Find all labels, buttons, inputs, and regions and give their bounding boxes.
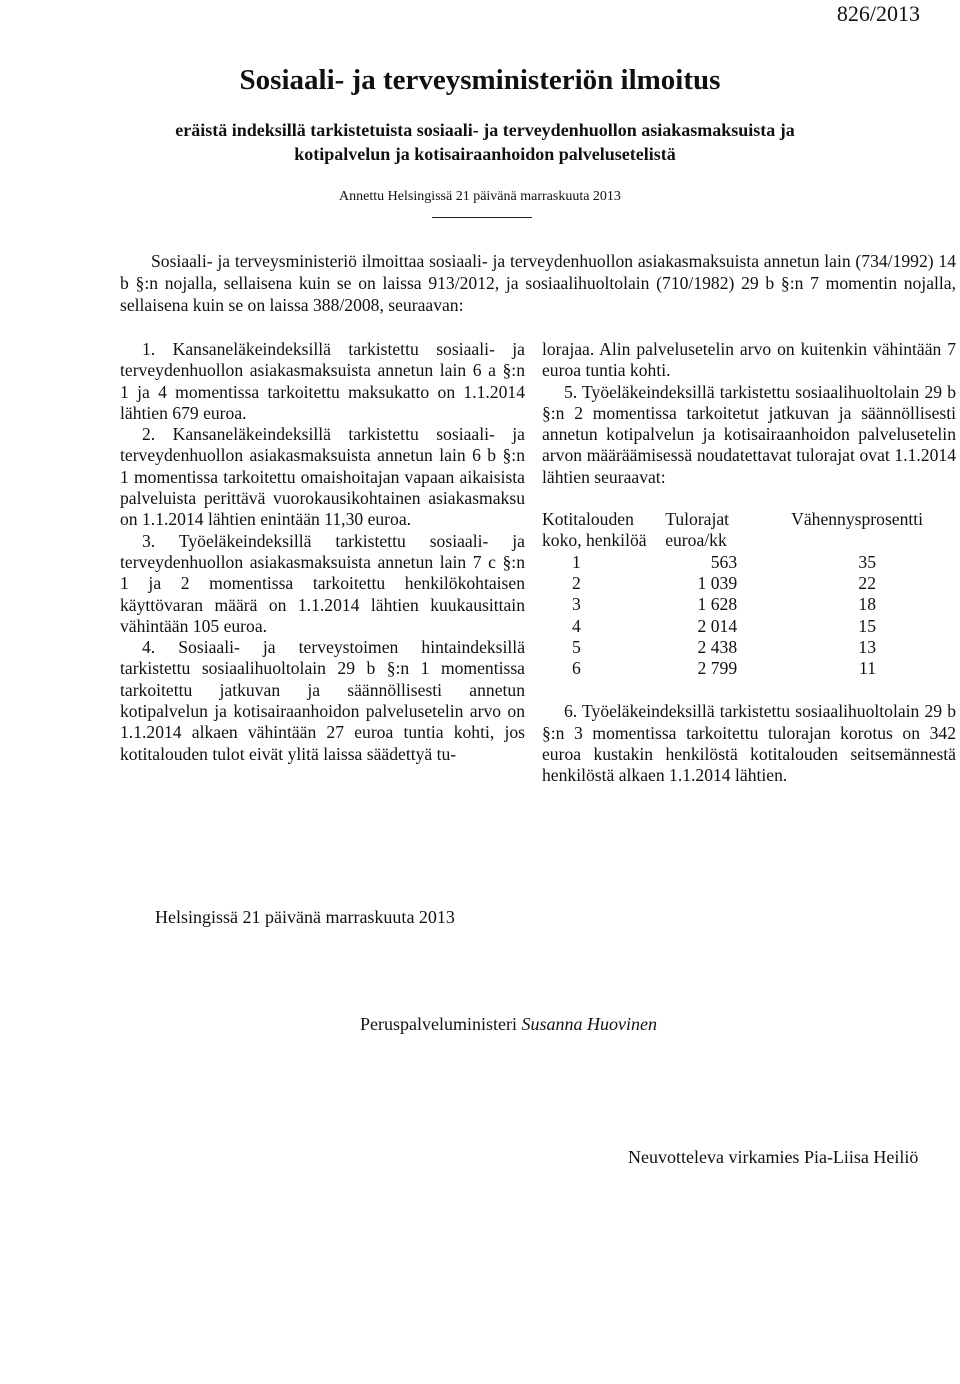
item-5: 5. Työeläkeindeksillä tarkistettu sosiaalihuoltolain 29 b §:n 2 momentissa tarkoitetut jatkuvan ja säännöllisesti annetun kotipalvelun ja kotisairaanhoidon palvelusetelin arvon määräämisessä noudatettavat tulorajat ovat 1.1.2014 lähtien seuraavat: (542, 381, 956, 487)
signature-minister (360, 1012, 657, 1036)
item-1: 1. Kansaneläkeindeksillä tarkistettu sosiaali- ja terveydenhuollon asiakasmaksuista annetun lain 6 a §:n 1 ja 4 momentissa tarkoitettu maksukatto on 1.1.2014 lähtien 679 euroa. (120, 339, 525, 423)
income-limits-table (542, 509, 956, 679)
household-size-cell: 6 (572, 658, 581, 679)
place-and-date: Helsingissä 21 päivänä marraskuuta 2013 (155, 907, 455, 927)
signer-name: Susanna Huovinen (521, 1014, 657, 1034)
table-row (542, 573, 956, 594)
table-row (542, 594, 956, 615)
reduction-percent-cell: 22 (858, 572, 876, 593)
reduction-percent-cell: 18 (858, 594, 876, 615)
reduction-percent-cell: 35 (858, 551, 876, 572)
column-header-household-size: Kotitalouden koko, henkilöä (542, 509, 647, 551)
income-limit-cell: 1 039 (697, 572, 738, 593)
table-row (542, 616, 956, 637)
column-header-income-limit: Tulorajat euroa/kk (665, 509, 730, 551)
income-limit-cell: 2 438 (697, 636, 738, 657)
reduction-percent-cell: 15 (858, 615, 876, 636)
page-title: Sosiaali- ja terveysministeriön ilmoitus (239, 64, 721, 96)
table-row (542, 552, 956, 573)
household-size-cell: 3 (572, 594, 581, 615)
reduction-percent-cell: 13 (858, 636, 876, 657)
household-size-cell: 1 (572, 551, 581, 572)
item-4: 4. Sosiaali- ja terveystoimen hintaindeksillä tarkistettu sosiaalihuoltolain 29 b §:n 1 momentissa tarkoitettu jatkuvan ja säännöllisesti annetun kotipalvelun ja kotisairaanhoidon palvelusetelin arvo on 1.1.2014 alkaen vähintään 27 euroa tuntia kohti, jos kotitalouden tulot eivät ylitä laissa säädettyä tu- (120, 637, 525, 764)
divider (432, 217, 532, 218)
table-row (542, 658, 956, 679)
left-column (120, 339, 525, 765)
income-limit-cell: 1 628 (697, 594, 738, 615)
intro-paragraph: Sosiaali- ja terveysministeriö ilmoittaa sosiaali- ja terveydenhuollon asiakasmaksuista annetun lain (734/1992) 14 b §:n nojalla, sellaisena kuin se on laissa 913/2012, ja sosiaalihuoltolain (710/1982) 29 b §:n 7 momentin nojalla, sellaisena kuin se on laissa 388/2008, seuraavan: (120, 251, 956, 315)
item-4-continued: lorajaa. Alin palvelusetelin arvo on kuitenkin vähintään 7 euroa tuntia kohti. (542, 339, 956, 381)
household-size-cell: 2 (572, 572, 581, 593)
item-2: 2. Kansaneläkeindeksillä tarkistettu sosiaali- ja terveydenhuollon asiakasmaksuista annetun lain 6 b §:n 1 momentissa tarkoitettu omaishoitajan vapaan aikaisista palveluista perittävä vuorokausikohtainen asiakasmaksu on 1.1.2014 lähtien enintään 11,30 euroa. (120, 424, 525, 530)
document-subtitle: eräistä indeksillä tarkistetuista sosiaali- ja terveydenhuollon asiakasmaksuista ja kotipalvelun ja kotisairaanhoidon palvelusetelistä (175, 120, 795, 164)
column-header-reduction-percent: Vähennysprosentti (791, 509, 924, 530)
table-row (542, 637, 956, 658)
signature-official: Neuvotteleva virkamies Pia-Liisa Heiliö (628, 1147, 919, 1167)
income-limit-cell: 2 799 (697, 658, 738, 679)
reduction-percent-cell: 11 (859, 658, 876, 679)
signer-title: Peruspalveluministeri (360, 1014, 517, 1034)
household-size-cell: 5 (572, 636, 581, 657)
item-6: 6. Työeläkeindeksillä tarkistettu sosiaalihuoltolain 29 b §:n 3 momentissa tarkoitettu tulorajan korotus on 342 euroa kustakin henkilöstä kotitalouden seitsemännestä henkilöstä alkaen 1.1.2014 lähtien. (542, 701, 956, 786)
income-limit-cell: 563 (710, 551, 738, 572)
issued-date: Annettu Helsingissä 21 päivänä marraskuuta 2013 (339, 189, 621, 204)
item-3: 3. Työeläkeindeksillä tarkistettu sosiaali- ja terveydenhuollon asiakasmaksuista annetun lain 7 c §:n 1 ja 2 momentissa tarkoitettu henkilökohtaisen käyttövaran määrä on 1.1.2014 lähtien kuukausittain vähintään 105 euroa. (120, 530, 525, 636)
document-number: 826/2013 (836, 1, 920, 26)
right-column (542, 339, 956, 787)
income-limit-cell: 2 014 (697, 615, 738, 636)
household-size-cell: 4 (572, 615, 581, 636)
